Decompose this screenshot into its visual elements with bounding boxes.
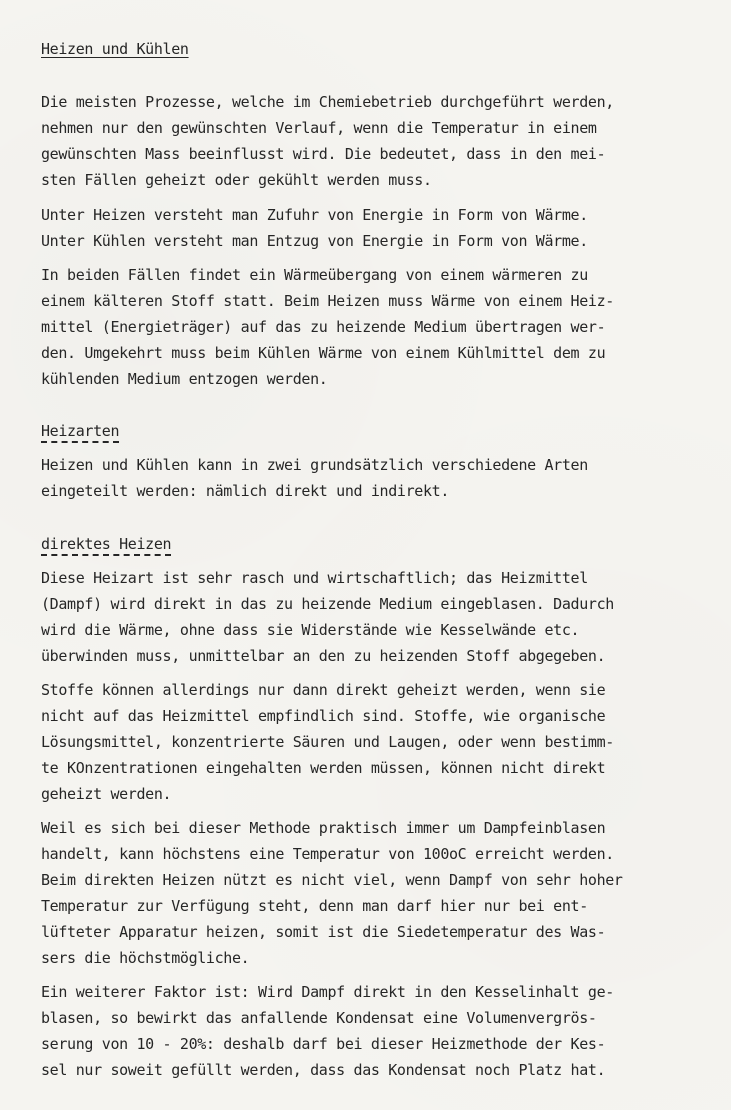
text-line: überwinden muss, unmittelbar an den zu heizenden Stoff abgegeben. xyxy=(41,647,606,665)
text-line: Stoffe können allerdings nur dann direkt geheizt werden, wenn sie xyxy=(41,681,606,699)
text-line: Heizen und Kühlen kann in zwei grundsätzlich verschiedene Arten xyxy=(41,456,588,474)
text-line: Weil es sich bei dieser Methode praktisch immer um Dampfeinblasen xyxy=(41,819,606,837)
text-line: serung von 10 - 20%: deshalb darf bei dieser Heizmethode der Kes- xyxy=(41,1035,606,1053)
text-line: sers die höchstmögliche. xyxy=(41,949,250,967)
text-line: Unter Heizen versteht man Zufuhr von Energie in Form von Wärme. xyxy=(41,206,588,224)
text-line: gewünschten Mass beeinflusst wird. Die bedeutet, dass in den mei- xyxy=(41,145,606,163)
text-line: nicht auf das Heizmittel empfindlich sind. Stoffe, wie organische xyxy=(41,707,606,725)
document-title xyxy=(41,36,189,62)
text-line: Lösungsmittel, konzentrierte Säuren und Laugen, oder wenn bestimm- xyxy=(41,733,614,751)
text-line: nehmen nur den gewünschten Verlauf, wenn die Temperatur in einem xyxy=(41,119,597,137)
text-line: Diese Heizart ist sehr rasch und wirtschaftlich; das Heizmittel xyxy=(41,569,588,587)
text-line: Ein weiterer Faktor ist: Wird Dampf direkt in den Kesselinhalt ge- xyxy=(41,983,614,1001)
document-title-text: Heizen und Kühlen xyxy=(41,40,189,58)
text-line: In beiden Fällen findet ein Wärmeübergang von einem wärmeren zu xyxy=(41,266,588,284)
text-line: einem kälteren Stoff statt. Beim Heizen muss Wärme von einem Heiz- xyxy=(41,292,614,310)
text-line: Temperatur zur Verfügung steht, denn man darf hier nur bei ent- xyxy=(41,897,588,915)
text-line: wird die Wärme, ohne dass sie Widerstände wie Kesselwände etc. xyxy=(41,621,580,639)
text-line: Die meisten Prozesse, welche im Chemiebetrieb durchgeführt werden, xyxy=(41,93,614,111)
section-heading-direktes-heizen xyxy=(41,531,171,557)
text-line: eingeteilt werden: nämlich direkt und indirekt. xyxy=(41,482,449,500)
text-line: den. Umgekehrt muss beim Kühlen Wärme von einem Kühlmittel dem zu xyxy=(41,344,606,362)
text-line: handelt, kann höchstens eine Temperatur von 100oC erreicht werden. xyxy=(41,845,614,863)
section-heading-text: direktes Heizen xyxy=(41,534,171,556)
text-line: Beim direkten Heizen nützt es nicht viel, wenn Dampf von sehr hoher xyxy=(41,871,623,889)
text-line: geheizt werden. xyxy=(41,785,172,803)
text-line: kühlenden Medium entzogen werden. xyxy=(41,370,328,388)
section-heading-heizarten xyxy=(41,418,119,444)
text-line: sten Fällen geheizt oder gekühlt werden muss. xyxy=(41,171,432,189)
text-line: Unter Kühlen versteht man Entzug von Energie in Form von Wärme. xyxy=(41,232,588,250)
text-line: mittel (Energieträger) auf das zu heizende Medium übertragen wer- xyxy=(41,318,606,336)
text-line: (Dampf) wird direkt in das zu heizende Medium eingeblasen. Dadurch xyxy=(41,595,614,613)
section-heading-text: Heizarten xyxy=(41,421,119,443)
text-line: te KOnzentrationen eingehalten werden müssen, können nicht direkt xyxy=(41,759,606,777)
text-line: blasen, so bewirkt das anfallende Kondensat eine Volumenvergrös- xyxy=(41,1009,597,1027)
text-line: lüfteter Apparatur heizen, somit ist die Siedetemperatur des Was- xyxy=(41,923,606,941)
text-line: sel nur soweit gefüllt werden, dass das Kondensat noch Platz hat. xyxy=(41,1061,606,1079)
